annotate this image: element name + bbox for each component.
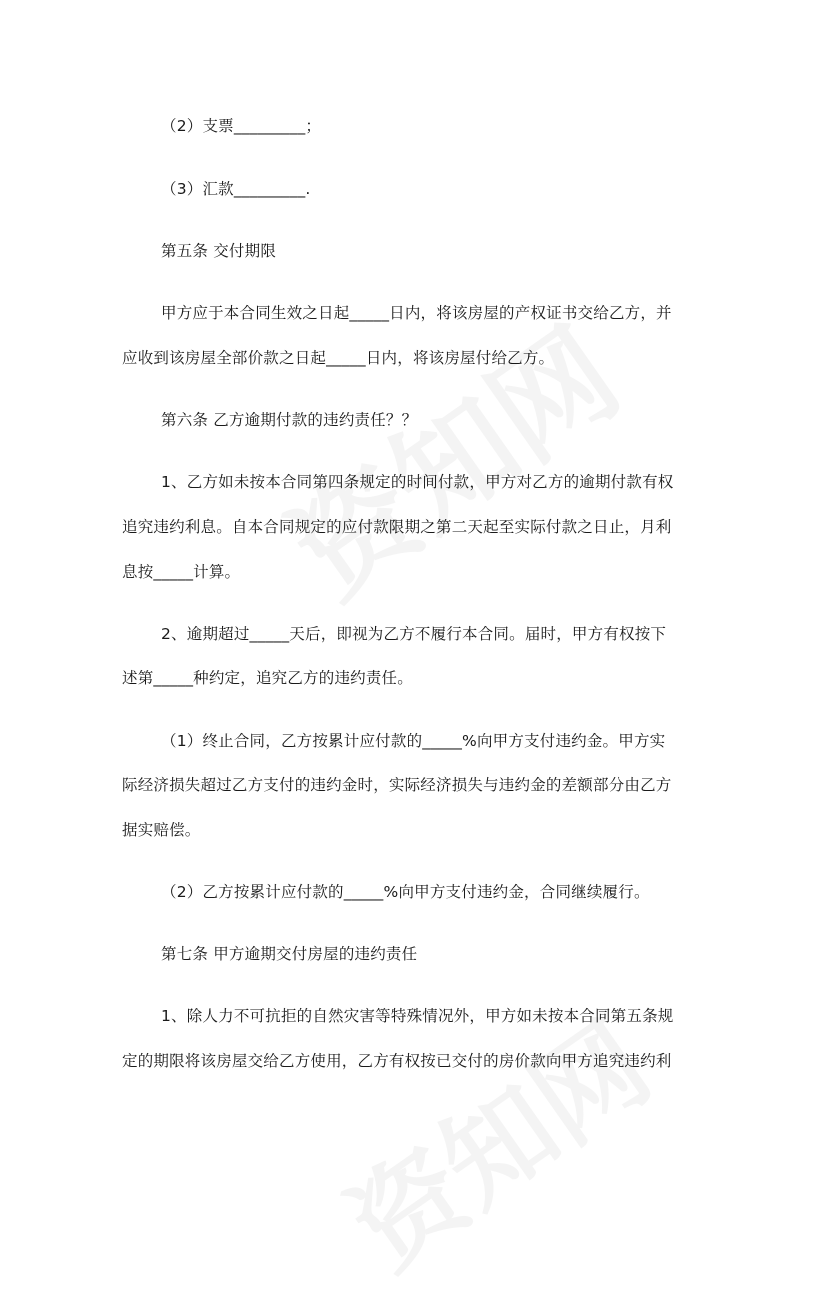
article-6-option-1-line-1: （1）终止合同，乙方按累计应付款的_____%向甲方支付违约金。甲方实 [161, 732, 666, 750]
article-6-option-1-line-2: 际经济损失超过乙方支付的违约金时，实际经济损失与违约金的差额部分由乙方 [122, 776, 672, 794]
article-5-paragraph-line-1: 甲方应于本合同生效之日起_____日内，将该房屋的产权证书交给乙方，并 [161, 304, 672, 322]
clause-item-cheque: （2）支票_________； [161, 117, 322, 135]
article-6-item-1-line-1: 1、乙方如未按本合同第四条规定的时间付款，甲方对乙方的逾期付款有权 [161, 473, 674, 491]
watermark-logo [253, 282, 647, 629]
watermark-logo-bottom [315, 980, 676, 1298]
article-6-option-2: （2）乙方按累计应付款的_____%向甲方支付违约金，合同继续履行。 [161, 883, 650, 901]
article-7-item-1-line-1: 1、除人力不可抗拒的自然灾害等特殊情况外，甲方如未按本合同第五条规 [161, 1007, 674, 1025]
article-6-heading: 第六条 乙方逾期付款的违约责任？？ [161, 411, 418, 429]
article-6-option-1-line-3: 据实赔偿。 [122, 821, 201, 839]
article-7-heading: 第七条 甲方逾期交付房屋的违约责任 [161, 945, 418, 963]
article-5-heading: 第五条 交付期限 [161, 242, 277, 260]
article-5-paragraph-line-2: 应收到该房屋全部价款之日起_____日内，将该房屋付给乙方。 [122, 349, 555, 367]
clause-item-remittance: （3）汇款_________. [161, 180, 311, 198]
article-6-item-1-line-2: 追究违约利息。自本合同规定的应付款限期之第二天起至实际付款之日止，月利 [122, 518, 672, 536]
article-6-item-2-line-2: 述第_____种约定，追究乙方的违约责任。 [122, 669, 413, 687]
article-6-item-2-line-1: 2、逾期超过_____天后，即视为乙方不履行本合同。届时，甲方有权按下 [161, 625, 667, 643]
article-6-item-1-line-3: 息按_____计算。 [122, 563, 241, 581]
article-7-item-1-line-2: 定的期限将该房屋交给乙方使用，乙方有权按已交付的房价款向甲方追究违约利 [122, 1052, 672, 1070]
